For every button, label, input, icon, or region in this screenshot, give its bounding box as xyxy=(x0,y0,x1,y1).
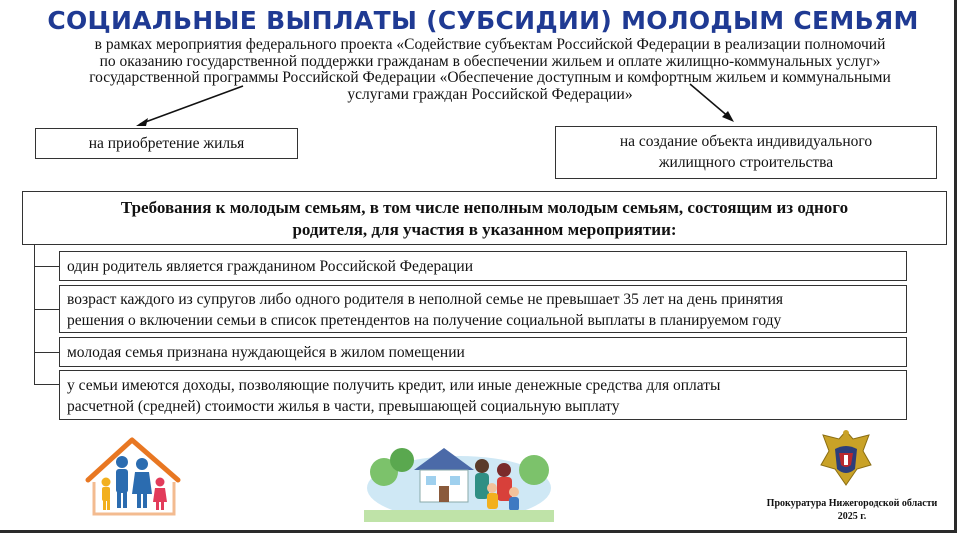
tree-branch xyxy=(34,266,59,267)
requirement-text: расчетной (средней) стоимости жилья в части, превышающей социальную выплату xyxy=(67,398,620,415)
requirements-heading-line: родителя, для участия в указанном мероприятии: xyxy=(292,220,677,239)
requirement-item xyxy=(59,251,907,281)
branch-construction-line: на создание объекта индивидуального xyxy=(619,133,873,150)
branch-construction-line: жилищного строительства xyxy=(658,154,834,171)
branch-purchase: на приобретение жилья xyxy=(35,128,298,159)
arrow-right xyxy=(690,84,730,118)
requirement-text: один родитель является гражданином Российской Федерации xyxy=(67,258,474,275)
requirement-text: решения о включении семьи в список претендентов на получение социальной выплаты в планируемом году xyxy=(67,312,782,329)
tree-branch xyxy=(34,384,59,385)
tree-branch xyxy=(34,352,59,353)
requirement-text: возраст каждого из супругов либо одного родителя в неполной семье не превышает 35 лет на день принятия xyxy=(67,291,784,308)
branch-construction xyxy=(555,126,937,179)
family-illustration-icon xyxy=(364,430,554,522)
tree-branch xyxy=(34,309,59,310)
subtitle-line: в рамках мероприятия федерального проекта «Содействие субъектам Российской Федерации в реализации полномочий xyxy=(94,36,886,53)
family-house-logo-icon xyxy=(80,432,188,522)
prosecutor-emblem-icon xyxy=(813,425,879,491)
footer-org: Прокуратура Нижегородской области xyxy=(766,498,938,509)
page-title: СОЦИАЛЬНЫЕ ВЫПЛАТЫ (СУБСИДИИ) МОЛОДЫМ СЕМЬЯМ xyxy=(47,6,919,35)
subtitle-line: государственной программы Российской Федерации «Обеспечение доступным и комфортным жильем и коммунальными xyxy=(89,69,891,86)
requirement-text: молодая семья признана нуждающейся в жилом помещении xyxy=(67,344,465,361)
requirement-item xyxy=(59,370,907,420)
subtitle-line: по оказанию государственной поддержки гражданам в обеспечении жильем и оплате жилищно-коммунальных услуг» xyxy=(99,52,881,70)
arrow-left xyxy=(140,86,243,124)
requirement-item xyxy=(59,285,907,333)
requirement-item xyxy=(59,337,907,367)
requirements-heading xyxy=(22,191,947,245)
requirement-text: у семьи имеются доходы, позволяющие получить кредит, или иные денежные средства для оплаты xyxy=(67,377,721,394)
footer xyxy=(742,497,962,523)
arrow-left-head xyxy=(136,118,148,126)
footer-year: 2025 г. xyxy=(837,511,867,522)
subtitle-line: услугами граждан Российской Федерации» xyxy=(347,85,633,103)
requirements-heading-line: Требования к молодым семьям, в том числе неполным молодым семьям, состоящим из одного xyxy=(120,198,849,217)
